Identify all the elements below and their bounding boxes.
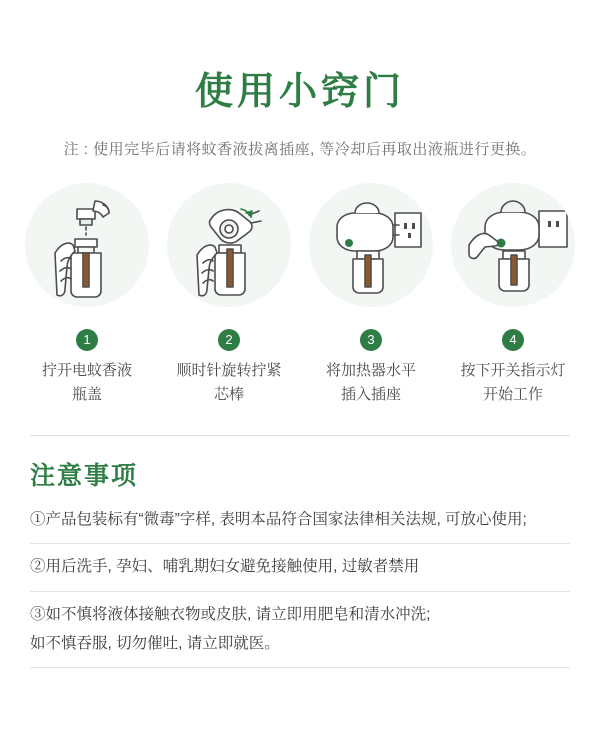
page-title: 使用小窍门 <box>194 71 405 113</box>
press-switch-indicator-icon <box>451 183 575 307</box>
step-4 <box>448 183 578 407</box>
notice-item-2-text: ②用后洗手, 孕妇、哺乳期妇女避免接触使用, 过敏者禁用 <box>30 558 420 576</box>
step-3-number: 3 <box>360 329 382 351</box>
step-4-label-line1: 按下开关指示灯 <box>460 361 566 379</box>
steps-row <box>0 159 600 407</box>
step-2 <box>164 183 294 407</box>
notice-item-1 <box>30 506 570 545</box>
page-subtitle: 注 : 使用完毕后请将蚊香液拔离插座, 等冷却后再取出液瓶进行更换。 <box>63 140 537 158</box>
notice-list <box>0 492 600 669</box>
notice-item-3 <box>30 601 570 668</box>
step-4-illustration <box>451 183 575 307</box>
notice-item-3-line1: ③如不慎将液体接触衣物或皮肤, 请立即用肥皂和清水冲洗; <box>30 605 431 623</box>
plug-into-socket-icon <box>309 183 433 307</box>
notice-item-1-text: ①产品包装标有“微毒”字样, 表明本品符合国家法律相关法规, 可放心使用; <box>30 510 527 528</box>
step-1-label-line2: 瓶盖 <box>71 385 102 403</box>
step-4-number: 4 <box>502 329 524 351</box>
step-1 <box>22 183 152 407</box>
step-1-label <box>21 359 153 407</box>
step-3-label-line2: 插入插座 <box>340 385 401 403</box>
step-2-label-line1: 顺时针旋转拧紧 <box>176 361 282 379</box>
step-2-label <box>163 359 295 407</box>
step-1-label-line1: 拧开电蚊香液 <box>41 361 132 379</box>
step-4-label <box>447 359 579 407</box>
step-2-number: 2 <box>218 329 240 351</box>
step-3-illustration <box>309 183 433 307</box>
notice-title: 注意事项 <box>30 461 139 490</box>
step-2-label-line2: 芯棒 <box>213 385 244 403</box>
step-3 <box>306 183 436 407</box>
notice-item-3-line2: 如不慎吞服, 切勿催吐, 请立即就医。 <box>30 634 280 652</box>
step-3-label <box>305 359 437 407</box>
notice-item-2 <box>30 553 570 592</box>
step-3-label-line1: 将加热器水平 <box>325 361 416 379</box>
step-1-illustration <box>25 183 149 307</box>
step-1-number: 1 <box>76 329 98 351</box>
step-2-illustration <box>167 183 291 307</box>
screw-wick-rod-icon <box>167 183 291 307</box>
unscrew-bottle-cap-icon <box>25 183 149 307</box>
step-4-label-line2: 开始工作 <box>482 385 543 403</box>
